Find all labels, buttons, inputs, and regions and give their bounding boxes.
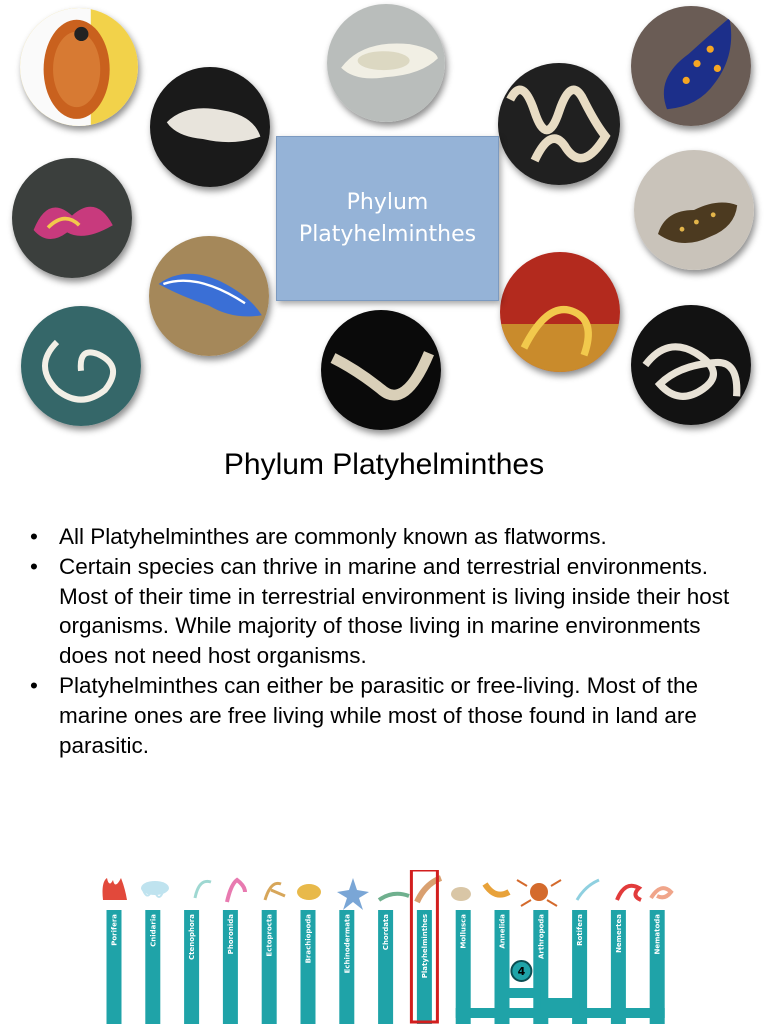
node-label: 4 [517, 965, 526, 978]
photo-blue-flatworm [149, 236, 269, 356]
taxon-label: Arthropoda [537, 914, 546, 960]
taxon-label: Phoronida [226, 914, 235, 955]
taxon-label: Brachiopoda [304, 914, 313, 964]
photo-white-flatworm [150, 67, 270, 187]
taxon-label: Nematoda [653, 914, 662, 955]
taxon-label: Platyhelminthes [420, 914, 429, 979]
phylum-title-box [276, 136, 499, 301]
taxon-label: Cnidaria [149, 914, 158, 947]
taxon-label: Annelida [498, 914, 507, 949]
branch-connector [502, 988, 541, 998]
photo-blue-orange-flatworm [631, 6, 751, 126]
photo-pale-flatworm [327, 4, 445, 122]
photo-spotted-flatworm [634, 150, 754, 270]
photo-pink-marine-flatworm [12, 158, 132, 278]
branch-connector [541, 998, 580, 1008]
taxon-label: Echinodermata [343, 914, 352, 974]
photo-orange-flatworm [20, 8, 138, 126]
taxon-label: Ectoprocta [265, 914, 274, 957]
bullet-item: • Certain species can thrive in marine and terrestrial environments. Most of their time in terrestrial environment is living inside their host organisms. While majority of those living in marine environments does not need host organisms. [30, 552, 730, 671]
photo-tapeworm-tangle [631, 305, 751, 425]
phylogenetic-tree [95, 870, 680, 1024]
phylum-title-line2: Platyhelminthes [298, 221, 477, 247]
taxon-label: Chordata [382, 914, 391, 951]
photo-tapeworm-coil [498, 63, 620, 185]
taxon-label: Nemertea [614, 914, 623, 953]
photo-tapeworm-black [321, 310, 441, 430]
taxon-label: Ctenophora [188, 914, 197, 961]
bullet-item: • All Platyhelminthes are commonly known as flatworms. [30, 522, 730, 552]
phylum-title-line1: Phylum [346, 189, 429, 215]
page-title: Phylum Platyhelminthes [223, 448, 545, 481]
bullet-item: • Platyhelminthes can either be parasitic or free-living. Most of the marine ones are free living while most of those found in land are parasitic. [30, 671, 730, 760]
photo-red-yellow-flatworm [500, 252, 620, 372]
taxon-label: Porifera [110, 914, 119, 946]
taxon-label: Mollusca [459, 914, 468, 949]
branch-connector [456, 1008, 665, 1018]
taxon-label: Rotifera [576, 914, 585, 946]
bullet-list [30, 522, 730, 760]
organism-illustrations [103, 878, 672, 910]
photo-tapeworm-white [21, 306, 141, 426]
